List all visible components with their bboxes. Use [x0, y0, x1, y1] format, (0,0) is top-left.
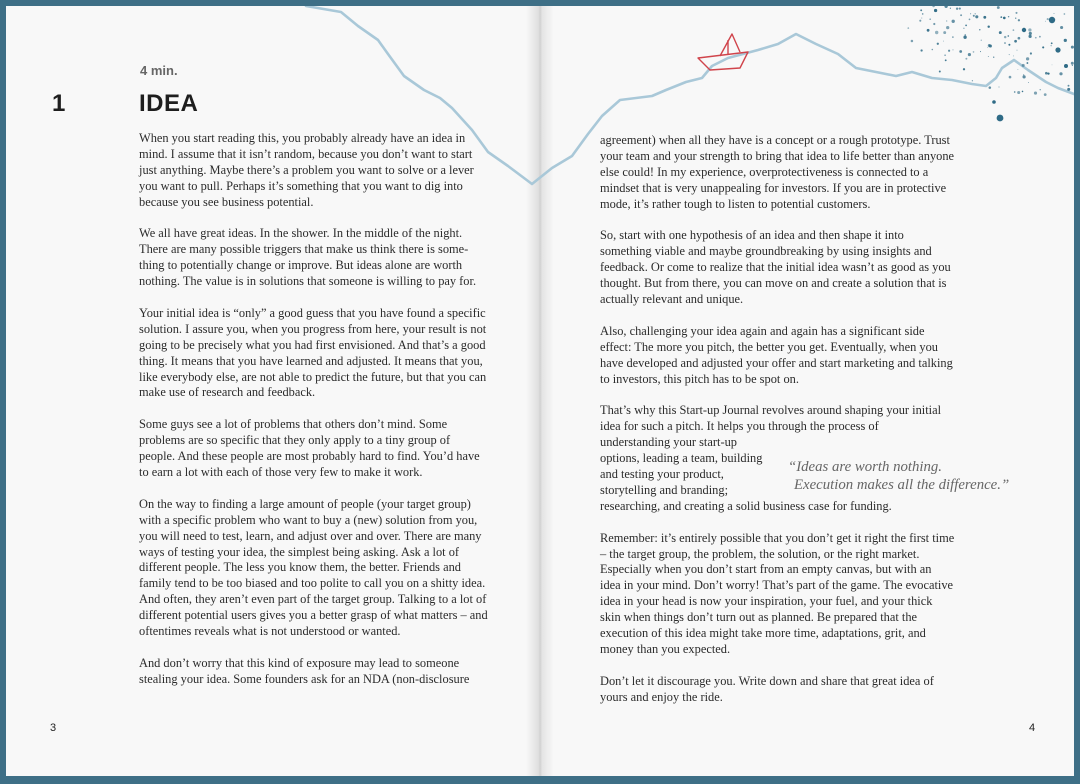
splatter-dot: [907, 27, 909, 29]
splatter-dot: [992, 100, 996, 104]
paragraph: We all have great ideas. In the shower. In the middle of the night. There are many possible triggers that make us think there is some-thing to potentially change or improve. But ideas alone are worth nothing. The value is in solutions that someone is willing to pay for.: [139, 226, 477, 289]
paragraph: And don’t worry that this kind of exposure may lead to someone stealing your idea. Some founders ask for an NDA (non-disclosure: [139, 655, 470, 686]
splatter-dot: [943, 31, 946, 34]
splatter-dot: [969, 19, 971, 21]
splatter-dot: [972, 80, 973, 81]
splatter-dot: [939, 71, 941, 73]
splatter-dot: [997, 115, 1004, 122]
splatter-dot: [929, 18, 931, 20]
splatter-dot: [1009, 54, 1010, 55]
splatter-dot: [980, 51, 981, 52]
splatter-dot: [1018, 37, 1021, 40]
splatter-dot: [1015, 12, 1017, 14]
splatter-dot: [1045, 21, 1046, 22]
splatter-dot: [1035, 37, 1037, 39]
splatter-dot: [1030, 52, 1032, 54]
splatter-dot: [1026, 62, 1028, 64]
splatter-dot: [935, 31, 938, 34]
splatter-dot: [934, 9, 937, 12]
splatter-dot: [919, 20, 921, 22]
splatter-dot: [981, 40, 982, 41]
splatter-dot: [932, 6, 934, 7]
splatter-dot: [952, 36, 953, 37]
splatter-dot: [1026, 57, 1029, 60]
splatter-dot: [1039, 36, 1041, 38]
splatter-dot: [1022, 28, 1026, 32]
splatter-dot: [1064, 64, 1068, 68]
splatter-dot: [987, 25, 989, 27]
paragraph: Your initial idea is “only” a good guess that you have found a specific solution. I assure you, when you progress from here, your result is not going to be precisely what you had first envisioned. And that’s a good thing. It means that you have learned and adjusted. It means that you, like everybody else, are not able to predict the future, but that you can make use of research and feedback.: [139, 305, 487, 400]
page-number-left: 3: [50, 722, 57, 734]
splatter-dot: [965, 24, 967, 26]
page-number-right: 4: [1029, 722, 1036, 734]
splatter-dot: [1071, 62, 1074, 65]
splatter-dot: [965, 58, 967, 60]
splatter-dot: [1071, 46, 1074, 49]
splatter-dot: [952, 20, 955, 23]
splatter-dot: [1029, 32, 1032, 35]
splatter-dot: [1023, 75, 1026, 78]
splatter-dot: [922, 13, 924, 15]
splatter-dot: [1067, 88, 1070, 91]
splatter-dot: [1008, 44, 1010, 46]
splatter-dot: [956, 8, 958, 10]
splatter-dot: [1060, 26, 1063, 29]
pull-quote-line: Execution makes all the difference.”: [794, 477, 1010, 493]
splatter-dot: [932, 49, 934, 51]
splatter-dot: [960, 14, 962, 16]
journey-line: [306, 6, 1074, 184]
splatter-dot: [944, 54, 946, 56]
chapter-title: IDEA: [139, 90, 199, 117]
splatter-dot: [945, 59, 947, 61]
splatter-dot: [1018, 19, 1020, 21]
splatter-dot: [1013, 55, 1014, 56]
splatter-dot: [953, 49, 954, 50]
splatter-dot: [1022, 91, 1024, 93]
splatter-dot: [1028, 28, 1031, 31]
splatter-dot: [998, 86, 999, 87]
splatter-dot: [1044, 93, 1047, 96]
splatter-dot: [997, 6, 1000, 9]
pull-quote-line: “Ideas are worth nothing.: [788, 459, 943, 475]
paragraph: Also, challenging your idea again and again has a significant side effect: The more you pitch, the better you get. Eventually, when you have developed and adjusted your offer and start marketing and talking to investors, this pitch has to be spot on.: [600, 323, 953, 386]
splatter-dot: [1017, 69, 1018, 70]
splatter-dot: [911, 40, 914, 43]
splatter-dot: [979, 29, 980, 30]
splatter-dot: [946, 26, 949, 29]
splatter-dot: [999, 31, 1002, 34]
splatter-dot: [1051, 45, 1052, 46]
splatter-dot: [970, 13, 971, 14]
splatter-dot: [950, 8, 951, 9]
paragraph: On the way to finding a large amount of people (your target group) with a specific problem who want to buy a (new) solution from you, you will need to test, learn, and adjust over and over. There are many ways of testing your idea, the simplest being asking. Ask a lot of different people. The less you know them, the better. Friends and family tend to be too biased and too polite to call you on a shitty idea. And often, they aren’t even part of the target group. Talking to a lot of different potential users gives you a better grasp of what matters – and oftentimes reveals what is not understood or wanted.: [139, 496, 488, 639]
splatter-dot: [1022, 64, 1025, 67]
pitch-narrow-text: understanding your start-up options, leading a team, building and testing your product, storytelling and branding;: [600, 435, 763, 497]
paragraph: Remember: it’s entirely possible that you don’t get it right the first time – the target group, the problem, the solution, or the right market. Especially when you don’t start from an empty canvas, but with an idea in your mind. Don’t worry! That’s part of the game. The evocative idea in your head is now your inspiration, your fuel, and your thick skin when things don’t turn out as planned. Be prepared that the execution of this idea might take more time, adaptations, grit, and money than you expected.: [600, 530, 955, 656]
reading-time: 4 min.: [140, 63, 178, 78]
splatter-dot: [1040, 89, 1041, 90]
splatter-dot: [959, 8, 961, 10]
paragraph: When you start reading this, you probably already have an idea in mind. I assume that it isn’t random, because you don’t want to start just anything. Maybe there’s a problem you want to solve or a lever you want to pull. Perhaps it’s something that you want to dig into because you see business potential.: [139, 131, 474, 209]
splatter-dot: [1013, 29, 1015, 31]
splatter-dot: [975, 15, 978, 18]
splatter-dot: [1051, 42, 1053, 44]
splatter-dot: [1023, 74, 1024, 75]
splatter-dot: [1014, 91, 1016, 93]
splatter-dot: [933, 23, 935, 25]
pitch-intro: That’s why this Start-up Journal revolves around shaping your initial idea for such a pitch. It helps you through the process of: [600, 403, 942, 434]
splatter-dot: [944, 6, 947, 8]
open-book: [6, 6, 1074, 776]
splatter-dot: [1003, 17, 1006, 20]
paragraph: agreement) when all they have is a concept or a rough prototype. Trust your team and your strength to bring that idea to life better than anyone else could! In my experience, overprotectiveness is connected to a mindset that is very unappealing for investors. If you are in protective mode, it’s rather tough to listen to potential customers.: [600, 133, 955, 211]
splatter-dot: [1028, 35, 1031, 38]
splatter-dot: [1007, 35, 1009, 37]
splatter-dot: [1016, 50, 1017, 51]
splatter-dot: [1064, 13, 1066, 15]
splatter-dot: [1017, 91, 1020, 94]
splatter-dot: [946, 20, 947, 21]
splatter-dot: [927, 29, 930, 32]
splatter-dot: [1015, 18, 1016, 19]
splatter-dot: [1008, 16, 1009, 17]
splatter-dot: [1055, 47, 1060, 52]
splatter-dot: [1068, 85, 1070, 87]
splatter-dot: [963, 68, 965, 70]
paper-boat-icon: [698, 34, 748, 70]
splatter-dot: [973, 15, 975, 17]
splatter-dot: [968, 53, 971, 56]
splatter-dot: [1064, 39, 1067, 42]
splatter-dot: [920, 49, 922, 51]
splatter-dot: [987, 47, 988, 48]
splatter-dot: [1028, 82, 1029, 83]
splatter-dot: [937, 43, 939, 45]
splatter-dot: [1045, 72, 1048, 75]
splatter-dot: [973, 51, 975, 53]
splatter-dot: [963, 28, 964, 29]
splatter-dot: [1059, 72, 1062, 75]
splatter-dot: [1054, 13, 1055, 14]
splatter-dot: [1049, 17, 1055, 23]
decorative-illustration: [6, 6, 1074, 776]
chapter-number: 1: [52, 90, 66, 117]
splatter-dot: [983, 16, 986, 19]
splatter-dot: [993, 57, 994, 58]
splatter-dot: [965, 34, 966, 35]
splatter-dot: [920, 9, 922, 11]
splatter-dot: [1072, 65, 1073, 66]
splatter-dot: [988, 56, 989, 57]
splatter-dot: [1047, 18, 1049, 20]
splatter-dot: [989, 44, 992, 47]
splatter-dot: [1034, 92, 1037, 95]
pitch-ending: researching, and creating a solid business case for funding.: [600, 498, 892, 513]
splatter-dot: [1000, 16, 1002, 18]
splatter-dot: [1052, 64, 1053, 65]
splatter-dot: [1014, 40, 1017, 43]
splatter-dot: [948, 50, 950, 52]
splatter-dot: [959, 50, 962, 53]
splatter-dot: [989, 86, 992, 89]
splatter-dot: [921, 18, 922, 19]
paragraph: So, start with one hypothesis of an idea and then shape it into something viable and maybe groundbreaking by using insights and feedback. Or come to realize that the initial idea wasn’t as good as you thought. But from there, you can move on and create a solution that is actually relevant and unique.: [600, 228, 951, 307]
paragraph: Some guys see a lot of problems that others don’t mind. Some problems are so specific that they only apply to a tiny group of people. And these people are most probably hard to find. You’d have to earn a lot with each of those very few to make it work.: [139, 417, 480, 479]
splatter-dots: [907, 6, 1073, 121]
splatter-dot: [1004, 36, 1006, 38]
splatter-dot: [975, 13, 976, 14]
paragraph: Don’t let it discourage you. Write down and share that great idea of yours and enjoy the ride.: [600, 673, 934, 704]
splatter-dot: [1009, 76, 1012, 79]
splatter-dot: [1004, 42, 1006, 44]
splatter-dot: [1047, 72, 1049, 74]
splatter-dot: [1042, 46, 1044, 48]
splatter-dot: [943, 41, 944, 42]
splatter-dot: [963, 36, 966, 39]
